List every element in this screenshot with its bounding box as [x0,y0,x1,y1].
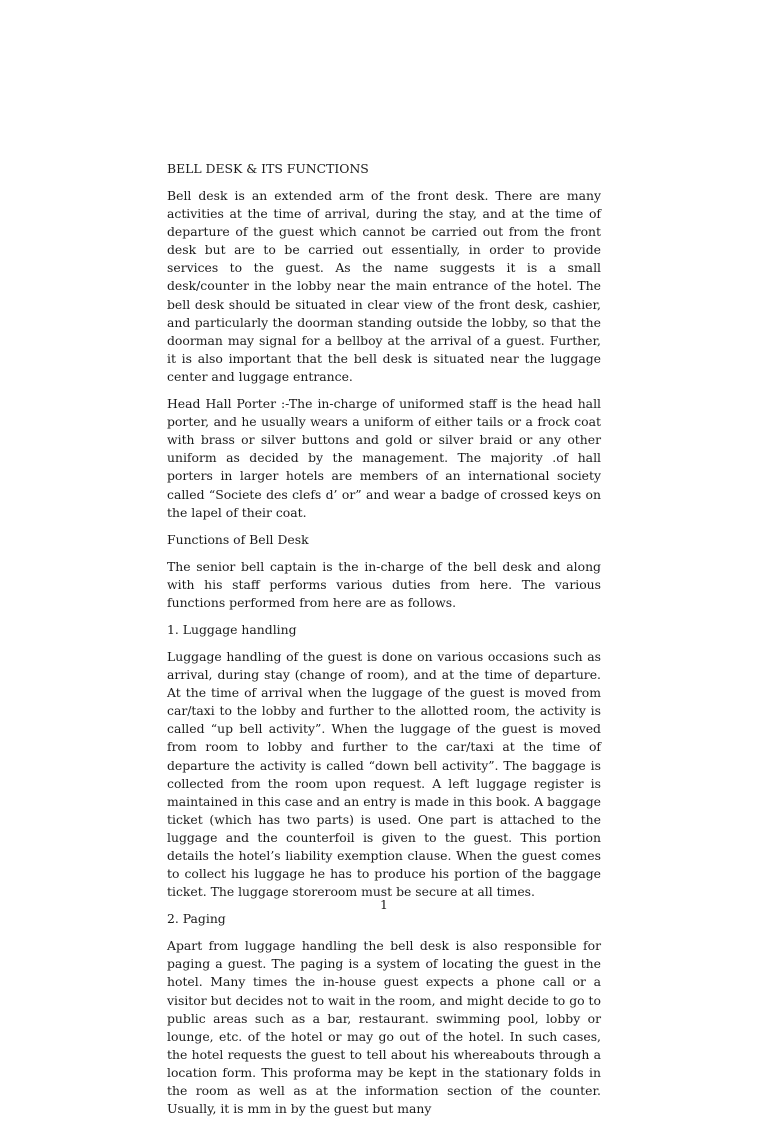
paragraph-paging: Apart from luggage handling the bell desk is also responsible for paging a guest. The paging is a system of locating the guest in the hotel. Many times the in-house guest expects a phone call or a visitor but decides not to wait in the room, and might decide to go to public areas such as a bar, restaurant. swimming pool, lobby or lounge, etc. of the hotel or may go out of the hotel. In such cases, the hotel requests the guest to tell about his whereabouts through a location form. This proforma may be kept in the stationary folds in the room as well as at the information section of the counter. Usually, it is mm in by the guest but many [167,938,601,1117]
document-title: BELL DESK & ITS FUNCTIONS [167,161,369,176]
section-luggage-handling-heading: 1. Luggage handling [167,621,297,637]
paragraph-luggage-handling: Luggage handling of the guest is done on various occasions such as arrival, during stay (change of room), and at the time of departure. At the time of arrival when the luggage of the guest is moved from car/taxi to the lobby and further to the allotted room, the activity is called “up bell activity”. When the luggage of the guest is moved from room to lobby and further to the car/taxi at the time of departure the activity is called “down bell activity”. The baggage is collected from the room upon request. A left luggage register is maintained in this case and an entry is made in this book. A baggage ticket (which has two parts) is used. One part is attached to the luggage and the counterfoil is given to the guest. This portion details the hotel’s liability exemption clause. When the guest comes to collect his luggage he has to produce his portion of the baggage ticket. The luggage storeroom must be secure at all times. [167,648,602,900]
page-number: 1 [380,897,388,912]
section-paging-heading: 2. Paging [167,911,226,927]
document-page [167,160,601,1127]
paragraph-senior-bell-captain: The senior bell captain is the in-charge of the bell desk and along with his staff performs various duties from here. The various functions performed from here are as follows. [167,558,601,610]
paragraph-head-hall-porter: Head Hall Porter :-The in-charge of uniformed staff is the head hall porter, and he usually wears a uniform of either tails or a frock coat with brass or silver buttons and gold or silver braid or any other uniform as decided by the management. The majority .of hall porters in larger hotels are members of an international society called “Societe des clefs d’ or” and wear a badge of crossed keys on the lapel of their coat. [167,396,601,520]
paragraph-bell-desk-intro: Bell desk is an extended arm of the front desk. There are many activities at the time of arrival, during the stay, and at the time of departure of the guest which cannot be carried out from the front desk but are to be carried out essentially, in order to provide services to the guest. As the name suggests it is a small desk/counter in the lobby near the main entrance of the hotel. The bell desk should be situated in clear view of the front desk, cashier, and particularly the doorman standing outside the lobby, so that the doorman may signal for a bellboy at the arrival of a guest. Further, it is also important that the bell desk is situated near the luggage center and luggage entrance. [167,188,601,384]
functions-heading: Functions of Bell Desk [167,531,309,547]
